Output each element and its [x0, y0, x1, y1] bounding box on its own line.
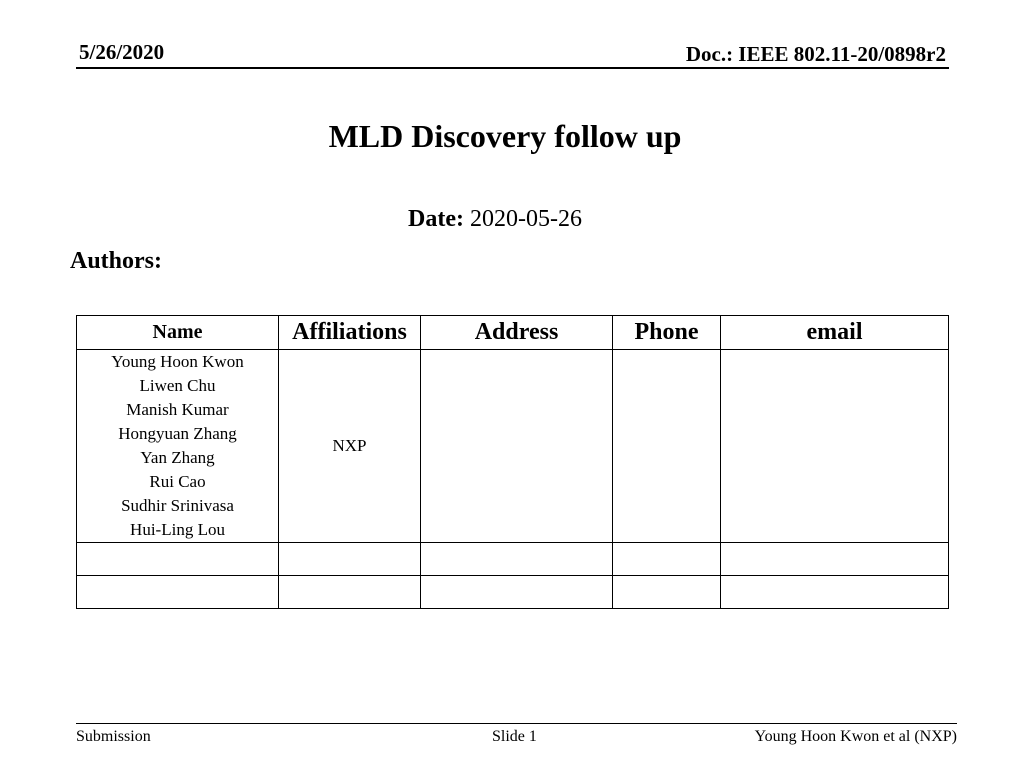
date-line — [408, 206, 582, 233]
slide-title: MLD Discovery follow up — [328, 118, 682, 154]
author-name: Manish Kumar — [126, 400, 229, 419]
empty-cell — [421, 543, 613, 576]
date-value: 2020-05-26 — [469, 206, 582, 232]
email-cell — [721, 350, 949, 543]
column-header-affiliations: Affiliations — [279, 316, 421, 350]
header-divider — [76, 67, 949, 69]
table-row-empty — [77, 576, 949, 609]
footer-submission: Submission — [76, 728, 151, 745]
author-name: Sudhir Srinivasa — [121, 496, 234, 515]
empty-cell — [721, 576, 949, 609]
empty-cell — [279, 543, 421, 576]
column-header-email: email — [721, 316, 949, 350]
footer-slide-number: Slide 1 — [492, 728, 537, 745]
empty-cell — [77, 576, 279, 609]
author-name: Hongyuan Zhang — [118, 424, 237, 443]
author-name: Rui Cao — [149, 472, 206, 491]
header-date: 5/26/2020 — [79, 40, 165, 64]
table-row — [77, 350, 949, 543]
column-header-address: Address — [421, 316, 613, 350]
table-row-empty — [77, 543, 949, 576]
empty-cell — [613, 543, 721, 576]
date-label: Date: — [408, 206, 464, 232]
table-header-row — [77, 316, 949, 350]
names-cell — [77, 350, 279, 543]
author-name: Hui-Ling Lou — [130, 520, 225, 539]
empty-cell — [721, 543, 949, 576]
empty-cell — [613, 576, 721, 609]
footer-author: Young Hoon Kwon et al (NXP) — [754, 728, 957, 745]
affiliation-cell: NXP — [279, 350, 421, 543]
empty-cell — [77, 543, 279, 576]
empty-cell — [421, 576, 613, 609]
phone-cell — [613, 350, 721, 543]
column-header-name: Name — [77, 316, 279, 350]
empty-cell — [279, 576, 421, 609]
author-name: Liwen Chu — [139, 376, 216, 395]
author-name: Young Hoon Kwon — [111, 352, 244, 371]
author-name: Yan Zhang — [140, 448, 215, 467]
address-cell — [421, 350, 613, 543]
authors-table — [76, 315, 949, 609]
authors-label: Authors: — [70, 248, 163, 274]
footer-divider — [76, 723, 957, 724]
header-doc-id: Doc.: IEEE 802.11-20/0898r2 — [685, 42, 946, 66]
column-header-phone: Phone — [613, 316, 721, 350]
